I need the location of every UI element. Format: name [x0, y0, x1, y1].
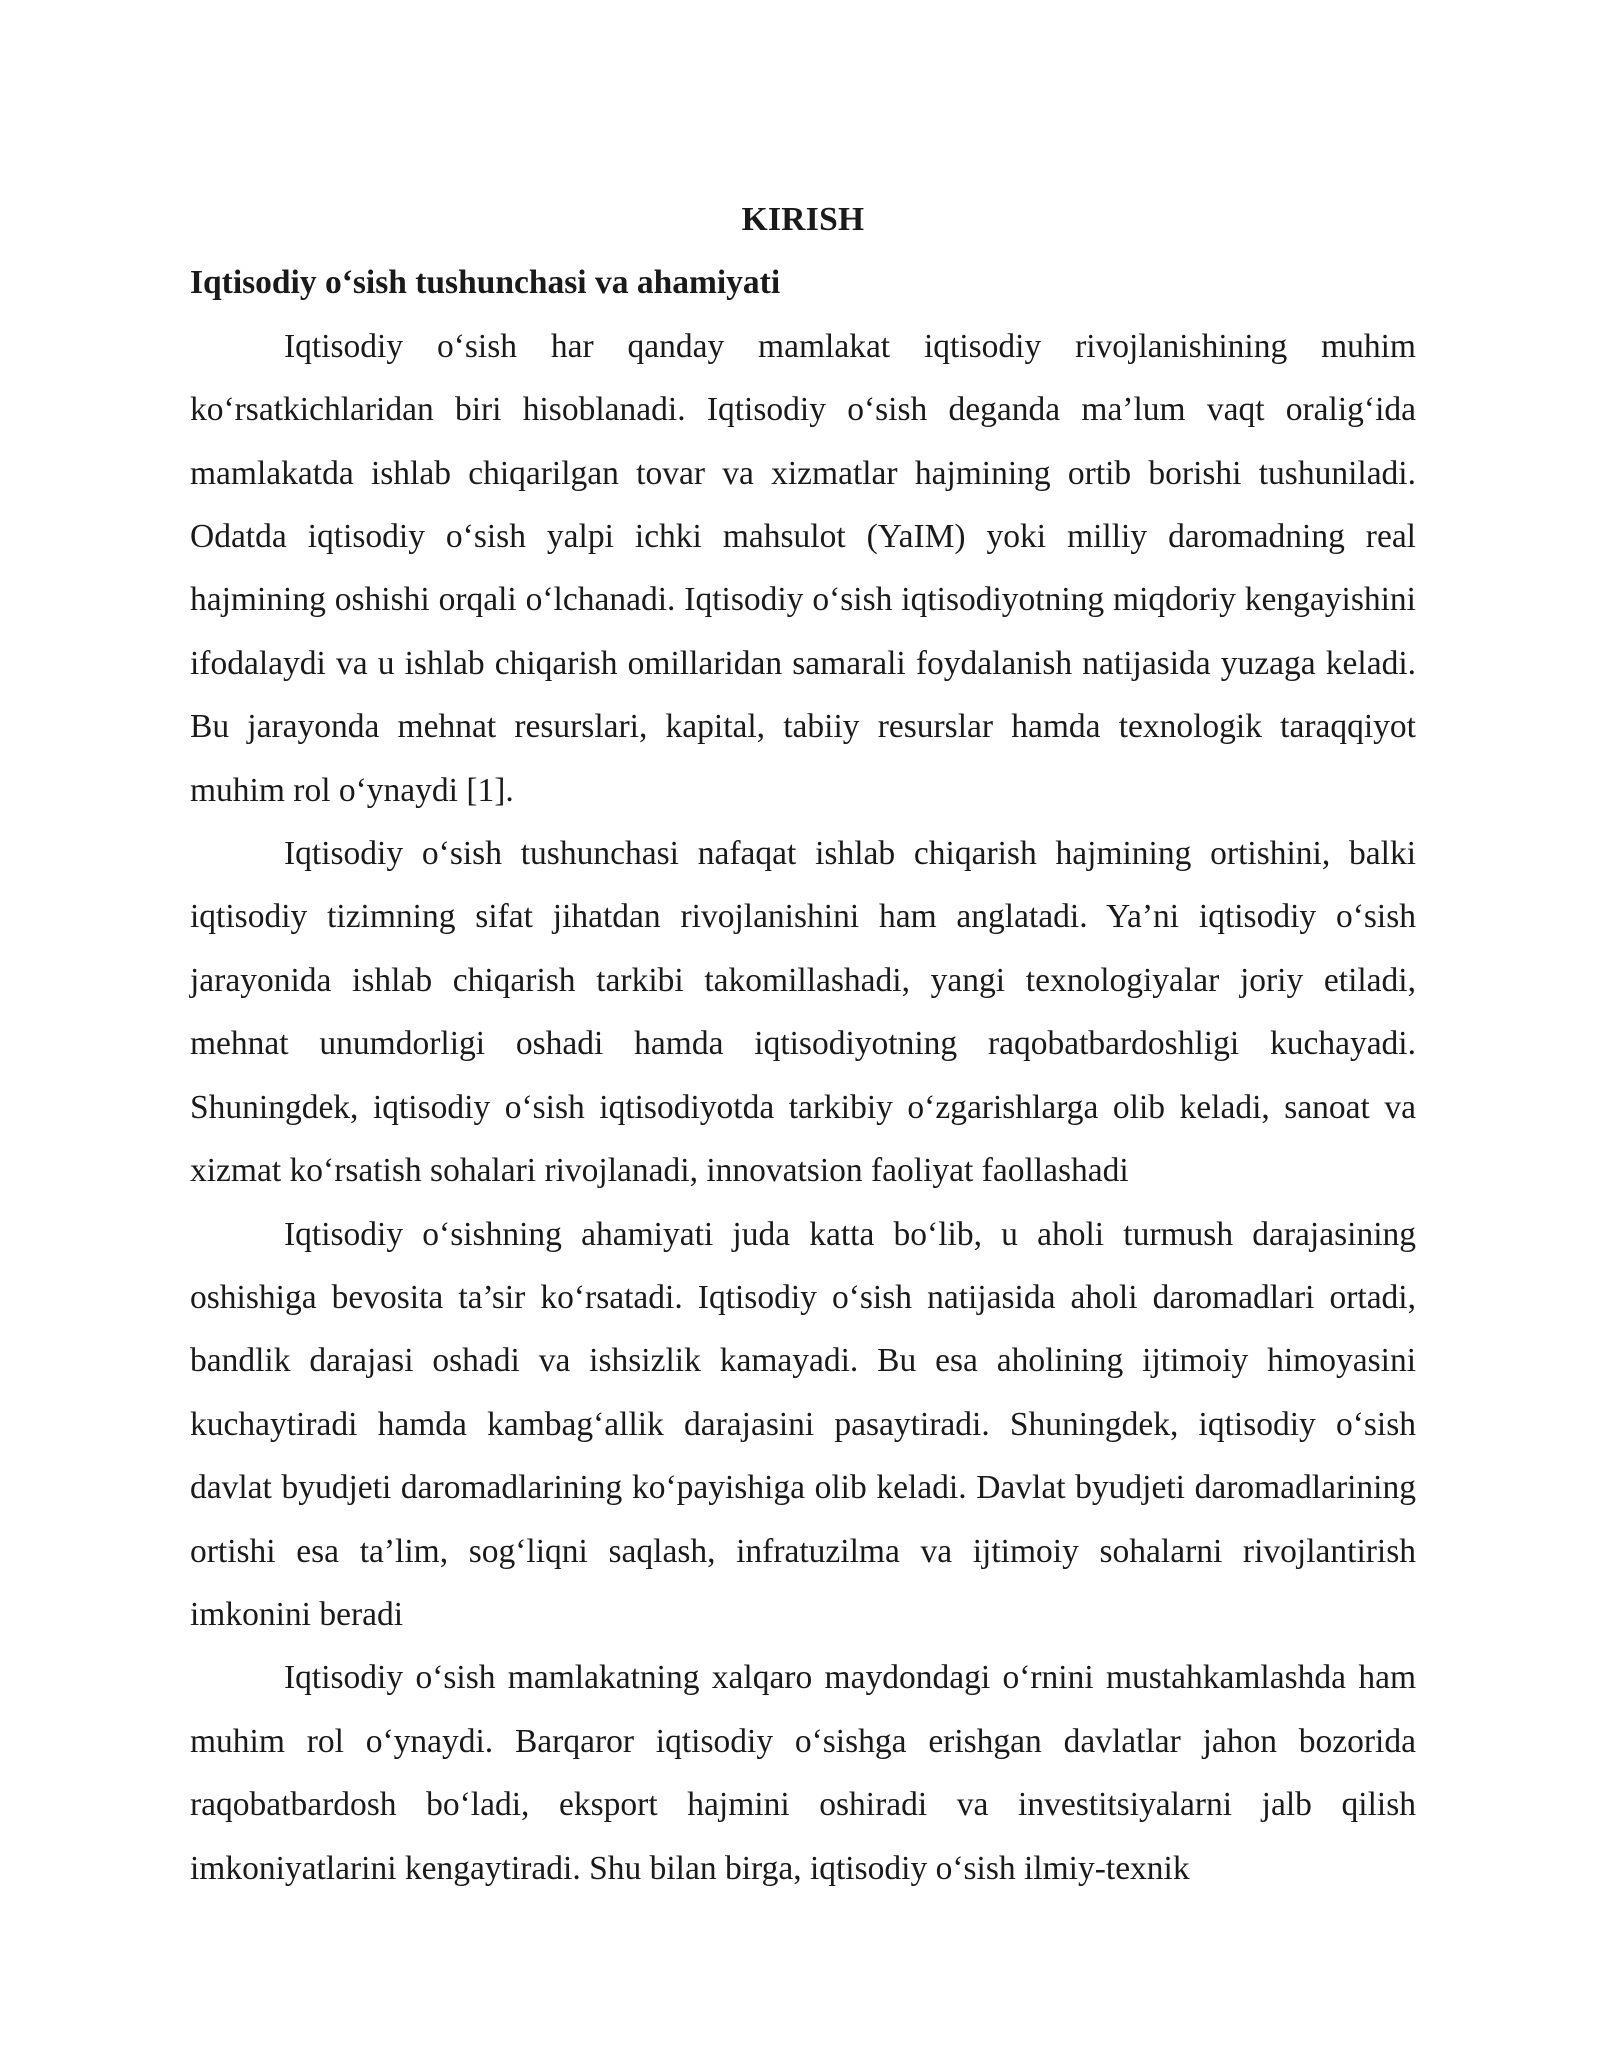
- paragraph-3: Iqtisodiy o‘sishning ahamiyati juda katta bo‘lib, u aholi turmush darajasining oshishiga bevosita ta’sir ko‘rsatadi. Iqtisodiy o‘sish natijasida aholi daromadlari ortadi, bandlik darajasi oshadi va ishsizlik kamayadi. Bu esa aholining ijtimoiy himoyasini kuchaytiradi hamda kambag‘allik darajasini pasaytiradi. Shuningdek, iqtisodiy o‘sish davlat byudjeti daromadlarining ko‘payishiga olib keladi. Davlat byudjeti daromadlarining ortishi esa ta’lim, sog‘liqni saqlash, infratuzilma va ijtimoiy sohalarni rivojlantirish imkonini beradi: [190, 1215, 1416, 1633]
- paragraph-4: Iqtisodiy o‘sish mamlakatning xalqaro maydondagi o‘rnini mustahkamlashda ham muhim rol o‘ynaydi. Barqaror iqtisodiy o‘sishga erishgan davlatlar jahon bozorida raqobatbardosh bo‘ladi, eksport hajmini oshiradi va investitsiyalarni jalb qilish imkoniyatlarini kengaytiradi. Shu bilan birga, iqtisodiy o‘sish ilmiy-texnik: [190, 1659, 1416, 1887]
- paragraph-2: Iqtisodiy o‘sish tushunchasi nafaqat ishlab chiqarish hajmining ortishini, balki iqtisodiy tizimning sifat jihatdan rivojlanishini ham anglatadi. Ya’ni iqtisodiy o‘sish jarayonida ishlab chiqarish tarkibi takomillashadi, yangi texnologiyalar joriy etiladi, mehnat unumdorligi oshadi hamda iqtisodiyotning raqobatbardoshligi kuchayadi. Shuningdek, iqtisodiy o‘sish iqtisodiyotda tarkibiy o‘zgarishlarga olib keladi, sanoat va xizmat ko‘rsatish sohalari rivojlanadi, innovatsion faoliyat faollashadi: [190, 835, 1416, 1190]
- section-heading: Iqtisodiy o‘sish tushunchasi va ahamiyati: [190, 264, 781, 302]
- paragraph-1: Iqtisodiy o‘sish har qanday mamlakat iqtisodiy rivojlanishining muhim ko‘rsatkichlaridan biri hisoblanadi. Iqtisodiy o‘sish deganda ma’lum vaqt oralig‘ida mamlakatda ishlab chiqarilgan tovar va xizmatlar hajmining ortib borishi tushuniladi. Odatda iqtisodiy o‘sish yalpi ichki mahsulot (YaIM) yoki milliy daromadning real hajmining oshishi orqali o‘lchanadi. Iqtisodiy o‘sish iqtisodiyotning miqdoriy kengayishini ifodalaydi va u ishlab chiqarish omillaridan samarali foydalanish natijasida yuzaga keladi. Bu jarayonda mehnat resurslari, kapital, tabiiy resurslar hamda texnologik taraqqiyot muhim rol o‘ynaydi [1].: [190, 327, 1416, 809]
- document-title: KIRISH: [741, 201, 865, 238]
- document-body: [190, 188, 1416, 1900]
